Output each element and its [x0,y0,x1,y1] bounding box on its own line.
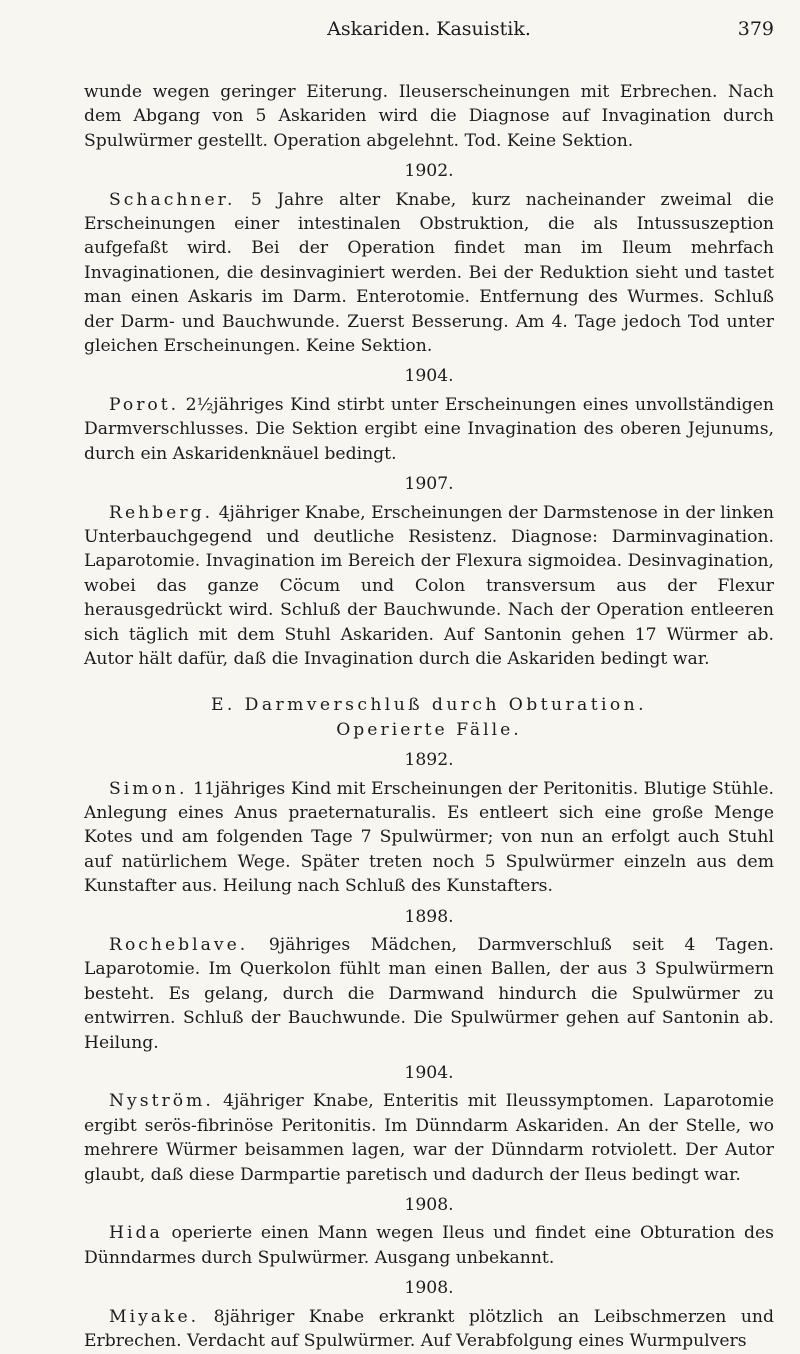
paragraph: wunde wegen geringer Eiterung. Ileuserscheinungen mit Erbrechen. Nach dem Abgang von 5 Askariden wird die Diagnose auf Invagination durch Spulwürmer gestellt. Operation abgelehnt. Tod. Keine Sektion. [84,82,774,151]
case-text: operierte einen Mann wegen Ileus und findet eine Obturation des Dünndarmes durch Spulwürmer. Ausgang unbekannt. [84,1223,774,1268]
case-entry [84,1221,774,1270]
year-heading: 1904. [404,366,454,387]
case-entry [84,501,774,672]
section-heading: E. Darmverschluß durch Obturation. [210,695,647,716]
case-text: 11jähriges Kind mit Erscheinungen der Peritonitis. Blutige Stühle. Anlegung eines Anus praeternaturalis. Es entleert sich eine große Menge Kotes und am folgenden Tage 7 Spulwürmer; von nun an erfolgt auch Stuhl auf natürlichem Wege. Später treten noch 5 Spulwürmer einzeln aus dem Kunstafter aus. Heilung nach Schluß des Kunstafters. [84,778,775,897]
year-heading: 1902. [404,161,454,182]
author-name: Porot. [109,394,180,415]
case-text: 2½jähriges Kind stirbt unter Erscheinungen eines unvollständigen Darmverschlusses. Die Sektion ergibt eine Invagination des oberen Jejunums, durch ein Askaridenknäuel bedingt. [84,394,774,464]
author-name: Schachner. [109,189,236,210]
case-entry [84,1305,774,1354]
case-text: 4jähriger Knabe, Enteritis mit Ileussymptomen. Laparotomie ergibt serös-fibrinöse Peritonitis. Im Dünndarm Askariden. An der Stelle, wo mehrere Würmer beisammen lagen, war der Dünndarm rotviolett. Der Autor glaubt, daß diese Darmpartie paretisch und dadurch der Ileus bedingt war. [84,1091,775,1185]
author-name: Simon. [109,778,188,799]
author-name: Miyake. [109,1306,200,1327]
page-body [84,80,774,1354]
year-heading: 1908. [404,1195,454,1216]
running-header [84,18,774,46]
year-heading: 1892. [404,750,454,771]
author-name: Nyström. [109,1091,214,1112]
author-name: Rocheblave. [109,935,249,955]
case-entry [84,393,774,466]
year-heading: 1907. [404,474,454,495]
case-text: 5 Jahre alter Knabe, kurz nacheinander zweimal die Erscheinungen einer intestinalen Obstruktion, die als Intussuszeption aufgefaßt wird. Bei der Operation findet man im Ileum mehrfach Invaginationen, die desinvaginiert werden. Bei der Reduktion sieht und tastet man einen Askaris im Darm. Enterotomie. Entfernung des Wurmes. Schluß der Darm- und Bauchwunde. Zuerst Besserung. Am 4. Tage jedoch Tod unter gleichen Erscheinungen. Keine Sektion. [84,189,774,357]
case-entry [84,933,774,1055]
case-entry [84,188,774,359]
page-number: 379 [737,18,774,40]
case-text: 4jähriger Knabe, Erscheinungen der Darmstenose in der linken Unterbauchgegend und deutliche Resistenz. Diagnose: Darminvagination. Laparotomie. Invagination im Bereich der Flexura sigmoidea. Desinvagination, wobei das ganze Cöcum und Colon transversum aus der Flexur herausgedrückt wird. Schluß der Bauchwunde. Nach der Operation entleeren sich täglich mit dem Stuhl Askariden. Auf Santonin gehen 17 Würmer ab. Autor hält dafür, daß die Invagination durch die Askariden bedingt war. [84,502,774,669]
year-heading: 1898. [404,906,454,927]
case-text: 9jähriges Mädchen, Darmverschluß seit 4 Tagen. Laparotomie. Im Querkolon fühlt man einen Ballen, der aus 3 Spulwürmern besteht. Es gelang, durch die Darmwand hindurch die Spulwürmer zu entwirren. Schluß der Bauchwunde. Die Spulwürmer gehen auf Santonin ab. Heilung. [84,935,775,1053]
year-heading: 1908. [404,1278,454,1299]
case-entry [84,777,774,899]
year-heading: 1904. [404,1063,454,1084]
author-name: Rehberg. [109,502,214,523]
author-name: Hida [109,1223,163,1244]
running-title: Askariden. Kasuistik. [327,18,531,40]
case-entry [84,1089,774,1187]
case-text: 8jähriger Knabe erkrankt plötzlich an Leibschmerzen und Erbrechen. Verdacht auf Spulwürmer. Auf Verabfolgung eines Wurmpulvers [84,1306,774,1352]
section-subheading: Operierte Fälle. [336,719,522,740]
